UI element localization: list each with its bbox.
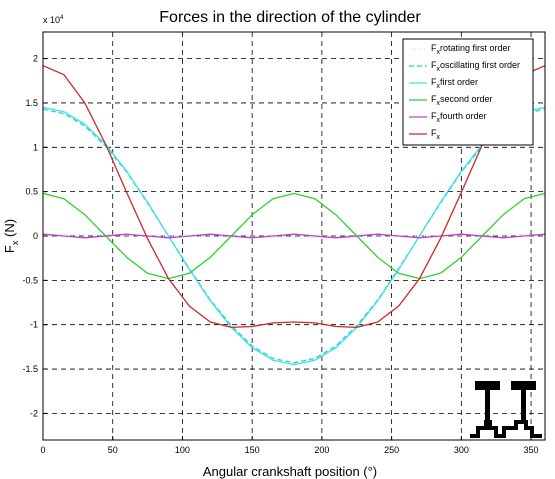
legend-label-1: $F_xoscillating$ first order <box>431 60 521 73</box>
y-tick-label: -2 <box>29 408 38 419</box>
y-tick-label: -1 <box>29 319 38 330</box>
y-tick-label: -0.5 <box>22 275 38 286</box>
chart-title: Forces in the direction of the cylinder <box>159 9 421 26</box>
y-tick-label: 1 <box>32 142 38 153</box>
svg-text:Fx (N): $F_x$ (N) <box>2 218 20 254</box>
legend-label-2: $F_xfirst$ order <box>431 77 479 90</box>
x-tick-label: 350 <box>523 445 539 455</box>
x-tick-label: 250 <box>384 445 400 455</box>
legend <box>403 39 533 145</box>
legend-box <box>403 39 533 145</box>
x-tick-label: 0 <box>40 445 46 455</box>
x-tick-label: 50 <box>107 445 118 455</box>
x-axis-label: Angular crankshaft position (°) <box>202 464 378 479</box>
y-tick-label: -1.5 <box>22 364 38 375</box>
legend-label-3: $F_xsecond$ order <box>431 94 493 107</box>
x-tick-label: 200 <box>314 445 330 455</box>
y-tick-label: 0.5 <box>25 186 38 197</box>
x-tick-label: 300 <box>453 445 469 455</box>
y-tick-label: 0 <box>32 231 38 241</box>
y-tick-label: 1.5 <box>25 97 38 108</box>
legend-label-0: $F_xrotating$ first order <box>431 43 511 56</box>
x-tick-label: 100 <box>174 445 190 455</box>
x-tick-label: 150 <box>244 445 260 455</box>
svg-text:x 104: x $10^4$ <box>43 15 64 25</box>
legend-label-4: $F_xfourth$ order <box>431 111 487 124</box>
y-tick-label: 2 <box>32 53 38 64</box>
legend-label-5: $F_x$ <box>431 128 440 141</box>
